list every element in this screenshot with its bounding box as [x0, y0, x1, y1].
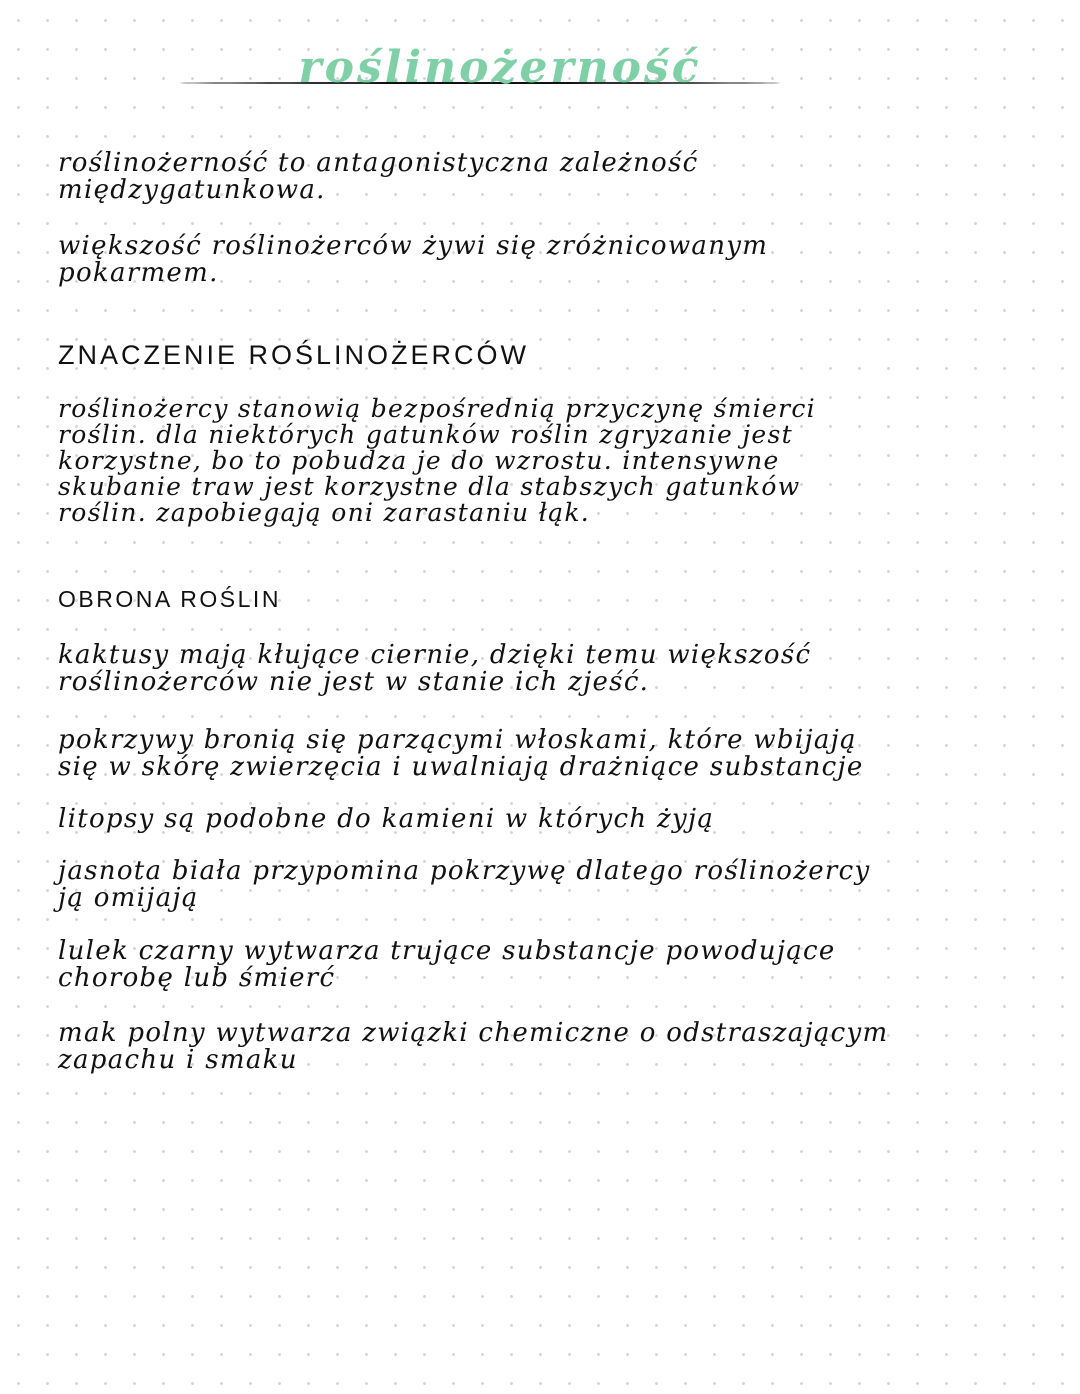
- text-line: międzygatunkowa.: [58, 175, 326, 205]
- section-heading-znaczenie: [58, 340, 1058, 371]
- text-line: roślinożerność to antagonistyczna zależność: [58, 148, 699, 178]
- text-line: litopsy są podobne do kamieni w których żyją: [58, 804, 715, 834]
- obrona-item-lulek: [58, 938, 1058, 992]
- obrona-item-mak: [58, 1020, 1058, 1074]
- text-line: większość roślinożerców żywi się zróżnicowanym: [58, 231, 769, 261]
- text-line: chorobę lub śmierć: [58, 963, 336, 993]
- intro-paragraph-2: [58, 233, 1058, 287]
- page-title: roślinożerność: [298, 42, 702, 93]
- title-area: [180, 38, 800, 108]
- obrona-item-jasnota: [58, 858, 1058, 912]
- intro-paragraph-1: [58, 150, 1058, 204]
- text-line: kaktusy mają kłujące ciernie, dzięki temu większość: [58, 640, 812, 670]
- text-line: skubanie traw jest korzystne dla stabszych gatunków: [58, 472, 801, 501]
- obrona-item-litopsy: [58, 806, 1058, 833]
- text-line: roślin. dla niektórych gatunków roślin zgryzanie jest: [58, 420, 793, 449]
- text-line: mak polny wytwarza związki chemiczne o odstraszającym: [58, 1018, 889, 1048]
- section-heading: OBRONA ROŚLIN: [58, 586, 281, 612]
- section-znaczenie-body: [58, 396, 1058, 526]
- text-line: roślin. zapobiegają oni zarastaniu łąk.: [58, 498, 591, 527]
- text-line: zapachu i smaku: [58, 1045, 298, 1075]
- text-line: pokarmem.: [58, 258, 219, 288]
- text-line: się w skórę zwierzęcia i uwalniają drażniące substancje: [58, 752, 864, 782]
- section-heading: ZNACZENIE ROŚLINOŻERCÓW: [58, 340, 530, 370]
- obrona-item-kaktusy: [58, 642, 1058, 696]
- obrona-item-pokrzywy: [58, 727, 1058, 781]
- section-heading-obrona: [58, 586, 1058, 613]
- text-line: roślinożercy stanowią bezpośrednią przyczynę śmierci: [58, 394, 816, 423]
- text-line: roślinożerców nie jest w stanie ich zjeść.: [58, 667, 650, 697]
- text-line: pokrzywy bronią się parzącymi włoskami, które wbijają: [58, 725, 857, 755]
- text-line: korzystne, bo to pobudza je do wzrostu. intensywne: [58, 446, 780, 475]
- text-line: jasnota biała przypomina pokrzywę dlatego roślinożercy: [58, 856, 871, 886]
- text-line: ją omijają: [58, 883, 199, 913]
- text-line: lulek czarny wytwarza trujące substancje powodujące: [58, 936, 836, 966]
